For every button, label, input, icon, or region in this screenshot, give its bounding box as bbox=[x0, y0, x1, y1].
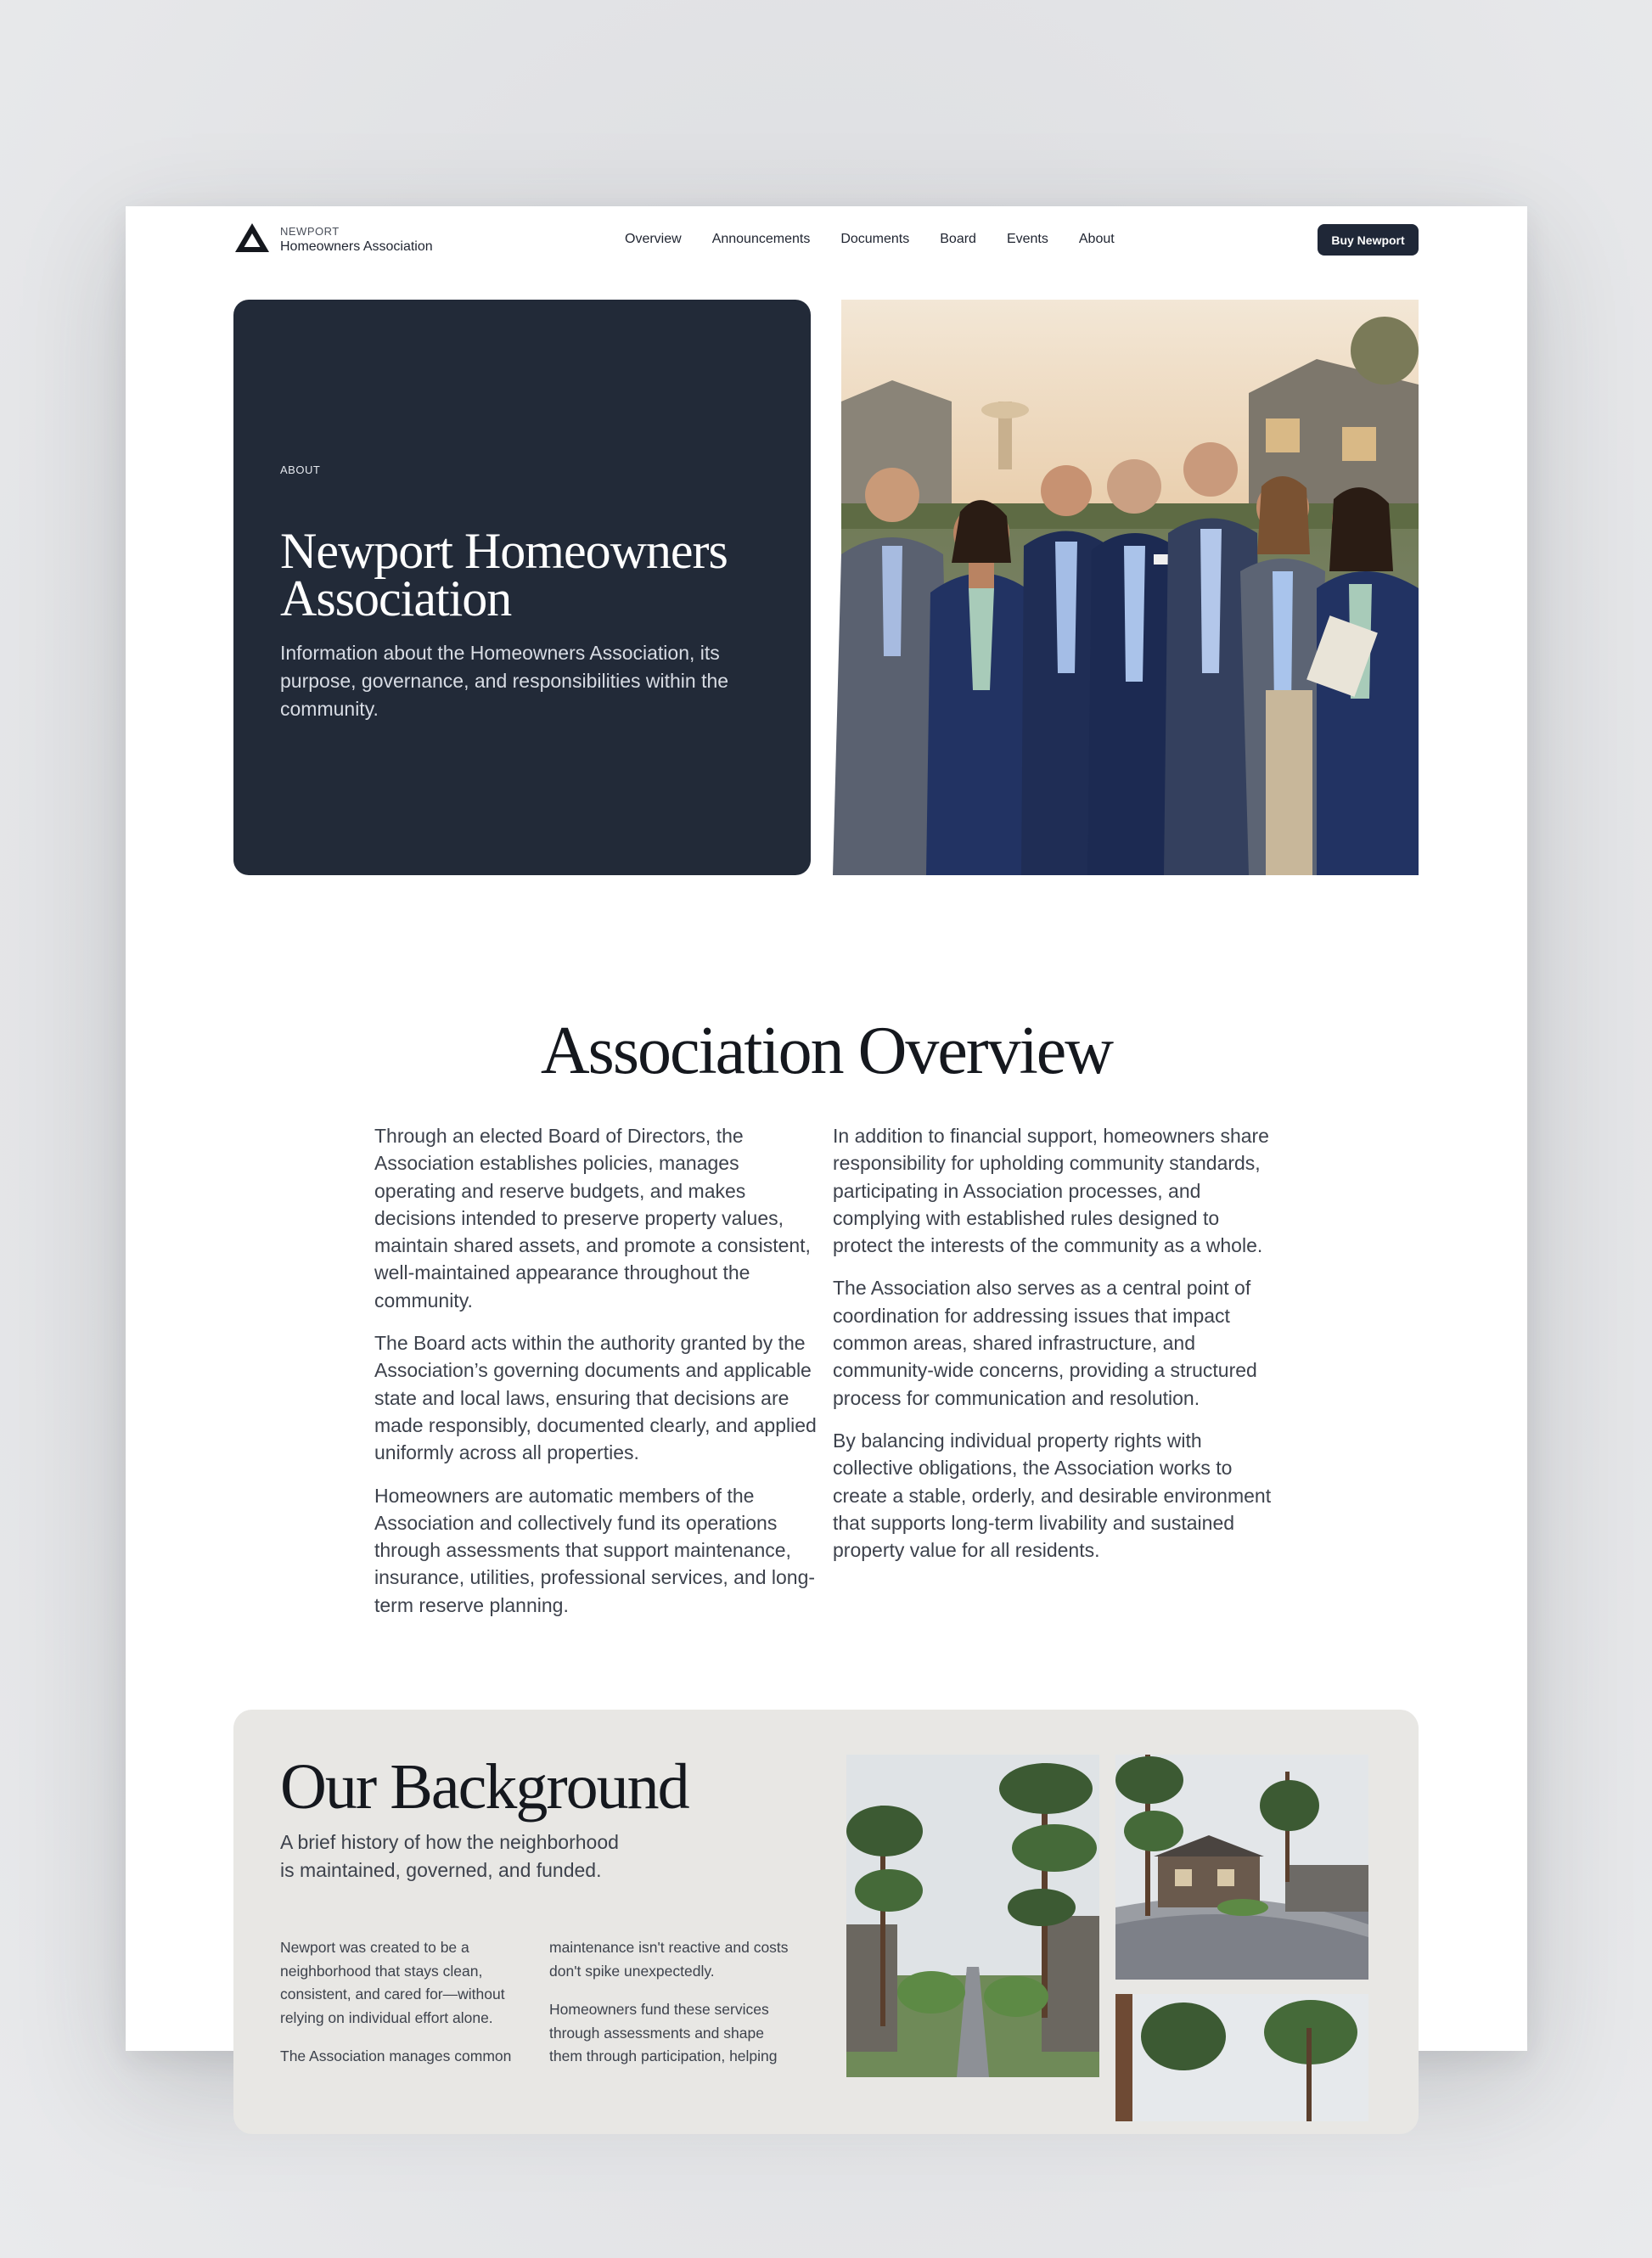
overview-left-column bbox=[374, 1122, 820, 1634]
overview-title: Association Overview bbox=[540, 1014, 1113, 1088]
brand-name[interactable]: Homeowners Association bbox=[280, 239, 433, 254]
townhomes-street-photo bbox=[1115, 1755, 1368, 1980]
overview-paragraph: The Association also serves as a central point of coordination for addressing issues that impact common areas, shared infrastructure, and community-wide concerns, providing a structured process for communication and resolution. bbox=[833, 1277, 1257, 1409]
nav-links bbox=[625, 232, 1115, 247]
overview-right-column bbox=[833, 1122, 1278, 1579]
hero-title-line2: Association bbox=[280, 570, 512, 626]
background-subtitle-line2: is maintained, governed, and funded. bbox=[280, 1858, 602, 1881]
background-subtitle bbox=[280, 1828, 654, 1884]
hero-title-line1: Newport Homeowners bbox=[280, 523, 728, 579]
hero-card bbox=[233, 300, 811, 875]
background-section bbox=[233, 1710, 1419, 2134]
tree-lined-walkway-photo bbox=[846, 1755, 1099, 2077]
overview-paragraph: In addition to financial support, homeowners share responsibility for upholding community standards, participating in Association processes, and complying with established rules designed to protect the interests of the community as a whole. bbox=[833, 1125, 1269, 1257]
nav-link-documents[interactable]: Documents bbox=[840, 232, 910, 246]
background-paragraph: Newport was created to be a neighborhood that stays clean, consistent, and cared for—without relying on individual effort alone. bbox=[280, 1939, 505, 2026]
board-members-photo bbox=[841, 300, 1419, 875]
background-subtitle-line1: A brief history of how the neighborhood bbox=[280, 1831, 619, 1853]
background-title: Our Background bbox=[280, 1751, 688, 1823]
hero-eyebrow: ABOUT bbox=[280, 463, 321, 476]
brand-eyebrow: NEWPORT bbox=[280, 225, 340, 238]
background-paragraph: maintenance isn't reactive and costs don't spike unexpectedly. bbox=[549, 1939, 789, 1980]
overview-paragraph: Through an elected Board of Directors, the Association establishes policies, manages operating and reserve budgets, and makes decisions intended to preserve property values, maintain shared assets, and promote a consistent, well-maintained appearance throughout the community. bbox=[374, 1125, 811, 1312]
top-nav bbox=[126, 206, 1527, 274]
hero-subtitle: Information about the Homeowners Association, its purpose, governance, and responsibilities within the community. bbox=[280, 642, 729, 720]
overview-paragraph: By balancing individual property rights with collective obligations, the Association works to create a stable, orderly, and desirable environment that supports long-term livability and sustained property value for all residents. bbox=[833, 1429, 1272, 1562]
pine-trees-photo bbox=[1115, 1994, 1368, 2121]
nav-link-announcements[interactable]: Announcements bbox=[711, 232, 811, 246]
background-left-column bbox=[280, 1936, 531, 2084]
background-right-column bbox=[549, 1936, 800, 2084]
buy-newport-button[interactable]: Buy Newport bbox=[1318, 224, 1419, 256]
nav-link-about[interactable]: About bbox=[1078, 232, 1115, 246]
overview-paragraph: The Board acts within the authority granted by the Association’s governing documents and applicable state and local laws, ensuring that decisions are made responsibly, documented clearly, and applied uniformly across all properties. bbox=[374, 1332, 817, 1464]
nav-link-board[interactable]: Board bbox=[940, 232, 976, 246]
page bbox=[126, 206, 1527, 2064]
nav-link-overview[interactable]: Overview bbox=[625, 232, 682, 246]
nav-link-events[interactable]: Events bbox=[1006, 232, 1048, 246]
background-paragraph: The Association manages common bbox=[280, 2047, 512, 2064]
background-paragraph: Homeowners fund these services through assessments and shape them through participation, helping bbox=[549, 2001, 778, 2064]
overview-paragraph: Homeowners are automatic members of the Association and collectively fund its operations through assessments that support maintenance, insurance, utilities, professional services, and long-term reserve planning. bbox=[374, 1484, 816, 1616]
newport-logo-icon[interactable] bbox=[233, 222, 271, 256]
hero-title bbox=[280, 523, 789, 626]
